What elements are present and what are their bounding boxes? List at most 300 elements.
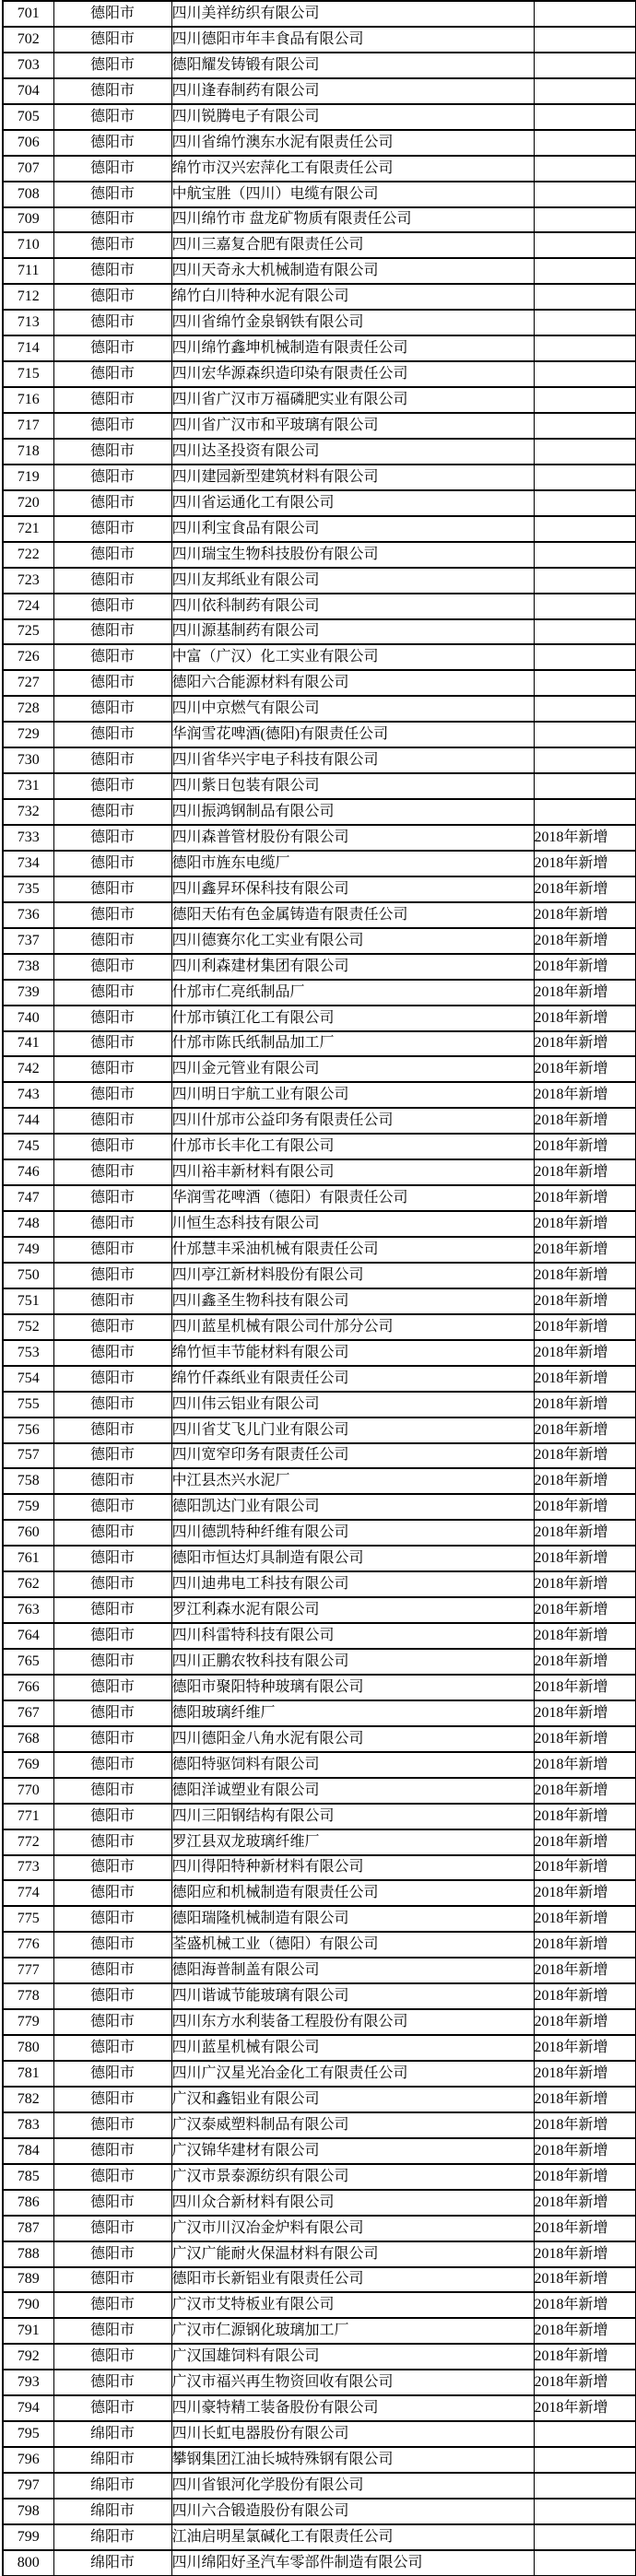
note-cell: 2018年新增 — [534, 1958, 636, 1983]
company-name-cell: 四川鑫圣生物科技有限公司 — [171, 1288, 534, 1314]
row-number-cell: 740 — [3, 1006, 53, 1031]
city-cell: 德阳市 — [53, 2241, 171, 2267]
city-cell: 德阳市 — [53, 2370, 171, 2395]
note-cell — [534, 182, 636, 207]
city-cell: 德阳市 — [53, 1494, 171, 1520]
note-cell: 2018年新增 — [534, 1417, 636, 1443]
note-cell — [534, 1, 636, 27]
row-number-cell: 702 — [3, 27, 53, 53]
table-row — [3, 2318, 636, 2344]
table-row — [3, 2112, 636, 2138]
city-cell: 德阳市 — [53, 2216, 171, 2241]
company-name-cell: 四川三阳钢结构有限公司 — [171, 1804, 534, 1829]
note-cell: 2018年新增 — [534, 1288, 636, 1314]
note-cell — [534, 2550, 636, 2576]
company-name-cell: 四川省绵竹金泉钢铁有限公司 — [171, 310, 534, 335]
note-cell — [534, 335, 636, 361]
table-row — [3, 2447, 636, 2473]
table-row — [3, 1211, 636, 1237]
company-name-cell: 四川达圣投资有限公司 — [171, 439, 534, 465]
company-name-cell: 四川德阳金八角水泥有限公司 — [171, 1726, 534, 1752]
row-number-cell: 746 — [3, 1159, 53, 1185]
company-name-cell: 广汉广能耐火保温材料有限公司 — [171, 2241, 534, 2267]
table-row — [3, 1056, 636, 1082]
table-row — [3, 722, 636, 747]
company-name-cell: 四川广汉星光冶金化工有限责任公司 — [171, 2061, 534, 2087]
row-number-cell: 772 — [3, 1829, 53, 1855]
company-name-cell: 四川东方水利装备工程股份有限公司 — [171, 2009, 534, 2035]
table-row — [3, 1, 636, 27]
row-number-cell: 798 — [3, 2499, 53, 2524]
city-cell: 德阳市 — [53, 130, 171, 156]
company-name-cell: 广汉泰威塑料制品有限公司 — [171, 2112, 534, 2138]
company-name-cell: 四川迪弗电工科技有限公司 — [171, 1571, 534, 1597]
city-cell: 德阳市 — [53, 104, 171, 130]
note-cell: 2018年新增 — [534, 1778, 636, 1804]
city-cell: 德阳市 — [53, 1237, 171, 1263]
city-cell: 德阳市 — [53, 2112, 171, 2138]
row-number-cell: 765 — [3, 1649, 53, 1675]
city-cell: 德阳市 — [53, 1520, 171, 1546]
city-cell: 德阳市 — [53, 568, 171, 594]
note-cell: 2018年新增 — [534, 1983, 636, 2009]
table-row — [3, 1932, 636, 1958]
company-name-cell: 绵竹白川特种水泥有限公司 — [171, 284, 534, 310]
table-row — [3, 1804, 636, 1829]
table-row — [3, 439, 636, 465]
row-number-cell: 799 — [3, 2524, 53, 2550]
note-cell: 2018年新增 — [534, 1366, 636, 1392]
company-name-cell: 四川省艾飞儿门业有限公司 — [171, 1417, 534, 1443]
table-row — [3, 1185, 636, 1211]
row-number-cell: 711 — [3, 258, 53, 284]
row-number-cell: 790 — [3, 2292, 53, 2318]
city-cell: 德阳市 — [53, 2087, 171, 2112]
note-cell: 2018年新增 — [534, 2087, 636, 2112]
row-number-cell: 725 — [3, 619, 53, 645]
company-name-cell: 四川蓝星机械有限公司 — [171, 2035, 534, 2061]
table-row — [3, 1649, 636, 1675]
city-cell: 德阳市 — [53, 2267, 171, 2293]
company-name-cell: 四川美祥纺织有限公司 — [171, 1, 534, 27]
company-name-cell: 罗江利森水泥有限公司 — [171, 1597, 534, 1623]
note-cell: 2018年新增 — [534, 1804, 636, 1829]
row-number-cell: 728 — [3, 696, 53, 722]
table-body — [3, 1, 636, 2576]
company-name-cell: 德阳应和机械制造有限责任公司 — [171, 1880, 534, 1906]
note-cell: 2018年新增 — [534, 876, 636, 902]
note-cell — [534, 2447, 636, 2473]
note-cell: 2018年新增 — [534, 1546, 636, 1571]
company-name-cell: 华润雪花啤酒(德阳)有限责任公司 — [171, 722, 534, 747]
city-cell: 德阳市 — [53, 387, 171, 413]
company-name-cell: 绵竹仟森纸业有限责任公司 — [171, 1366, 534, 1392]
table-row — [3, 2035, 636, 2061]
note-cell: 2018年新增 — [534, 1031, 636, 1057]
note-cell: 2018年新增 — [534, 1649, 636, 1675]
table-row — [3, 1392, 636, 1417]
table-row — [3, 1159, 636, 1185]
company-name-cell: 四川利宝食品有限公司 — [171, 516, 534, 542]
note-cell — [534, 747, 636, 773]
note-cell — [534, 490, 636, 516]
city-cell: 德阳市 — [53, 2318, 171, 2344]
city-cell: 德阳市 — [53, 2395, 171, 2421]
row-number-cell: 784 — [3, 2138, 53, 2164]
company-name-cell: 四川六合锻造股份有限公司 — [171, 2499, 534, 2524]
company-name-cell: 四川鑫昇环保科技有限公司 — [171, 876, 534, 902]
city-cell: 德阳市 — [53, 2009, 171, 2035]
row-number-cell: 793 — [3, 2370, 53, 2395]
table-row — [3, 2061, 636, 2087]
city-cell: 绵阳市 — [53, 2447, 171, 2473]
row-number-cell: 747 — [3, 1185, 53, 1211]
company-name-cell: 四川宽窄印务有限责任公司 — [171, 1443, 534, 1469]
table-row — [3, 1855, 636, 1881]
table-row — [3, 1546, 636, 1571]
table-row — [3, 207, 636, 233]
table-row — [3, 644, 636, 670]
company-name-cell: 德阳市恒达灯具制造有限公司 — [171, 1546, 534, 1571]
note-cell: 2018年新增 — [534, 2164, 636, 2190]
company-name-cell: 广汉市川汉冶金炉料有限公司 — [171, 2216, 534, 2241]
city-cell: 德阳市 — [53, 1700, 171, 1726]
table-row — [3, 825, 636, 851]
note-cell: 2018年新增 — [534, 1108, 636, 1134]
row-number-cell: 731 — [3, 773, 53, 799]
note-cell: 2018年新增 — [534, 2344, 636, 2370]
table-row — [3, 2344, 636, 2370]
note-cell — [534, 27, 636, 53]
city-cell: 德阳市 — [53, 232, 171, 258]
city-cell: 德阳市 — [53, 1752, 171, 1778]
table-row — [3, 1340, 636, 1366]
note-cell — [534, 53, 636, 78]
company-name-cell: 四川得阳特种新材料有限公司 — [171, 1855, 534, 1881]
row-number-cell: 738 — [3, 954, 53, 980]
table-row — [3, 490, 636, 516]
city-cell: 德阳市 — [53, 696, 171, 722]
note-cell: 2018年新增 — [534, 1520, 636, 1546]
table-row — [3, 27, 636, 53]
row-number-cell: 733 — [3, 825, 53, 851]
city-cell: 德阳市 — [53, 1366, 171, 1392]
table-row — [3, 1520, 636, 1546]
row-number-cell: 760 — [3, 1520, 53, 1546]
company-name-cell: 德阳市聚阳特种玻璃有限公司 — [171, 1675, 534, 1700]
company-name-cell: 什邡慧丰采油机械有限责任公司 — [171, 1237, 534, 1263]
row-number-cell: 722 — [3, 542, 53, 568]
table-row — [3, 1829, 636, 1855]
table-row — [3, 53, 636, 78]
row-number-cell: 757 — [3, 1443, 53, 1469]
note-cell — [534, 258, 636, 284]
city-cell: 德阳市 — [53, 902, 171, 928]
note-cell: 2018年新增 — [534, 980, 636, 1006]
table-row — [3, 104, 636, 130]
city-cell: 德阳市 — [53, 310, 171, 335]
note-cell: 2018年新增 — [534, 2292, 636, 2318]
note-cell: 2018年新增 — [534, 954, 636, 980]
table-row — [3, 2499, 636, 2524]
table-row — [3, 1700, 636, 1726]
row-number-cell: 713 — [3, 310, 53, 335]
row-number-cell: 770 — [3, 1778, 53, 1804]
city-cell: 德阳市 — [53, 1958, 171, 1983]
note-cell: 2018年新增 — [534, 1082, 636, 1108]
note-cell: 2018年新增 — [534, 1056, 636, 1082]
note-cell: 2018年新增 — [534, 1855, 636, 1881]
table-row — [3, 1778, 636, 1804]
row-number-cell: 771 — [3, 1804, 53, 1829]
city-cell: 德阳市 — [53, 1443, 171, 1469]
city-cell: 德阳市 — [53, 980, 171, 1006]
note-cell: 2018年新增 — [534, 1932, 636, 1958]
table-row — [3, 1443, 636, 1469]
company-name-cell: 四川长虹电器股份有限公司 — [171, 2421, 534, 2447]
table-row — [3, 619, 636, 645]
note-cell: 2018年新增 — [534, 1700, 636, 1726]
table-row — [3, 1082, 636, 1108]
company-name-cell: 四川逢春制药有限公司 — [171, 78, 534, 104]
city-cell: 德阳市 — [53, 1159, 171, 1185]
row-number-cell: 782 — [3, 2087, 53, 2112]
table-row — [3, 232, 636, 258]
table-row — [3, 773, 636, 799]
city-cell: 德阳市 — [53, 2292, 171, 2318]
city-cell: 德阳市 — [53, 1804, 171, 1829]
row-number-cell: 709 — [3, 207, 53, 233]
row-number-cell: 745 — [3, 1134, 53, 1159]
row-number-cell: 783 — [3, 2112, 53, 2138]
company-name-cell: 四川天奇永大机械制造有限公司 — [171, 258, 534, 284]
city-cell: 德阳市 — [53, 1571, 171, 1597]
table-row — [3, 1288, 636, 1314]
row-number-cell: 705 — [3, 104, 53, 130]
city-cell: 德阳市 — [53, 27, 171, 53]
company-name-cell: 四川省运通化工有限公司 — [171, 490, 534, 516]
row-number-cell: 724 — [3, 594, 53, 619]
city-cell: 德阳市 — [53, 1392, 171, 1417]
city-cell: 德阳市 — [53, 1855, 171, 1881]
row-number-cell: 776 — [3, 1932, 53, 1958]
table-row — [3, 1958, 636, 1983]
note-cell — [534, 722, 636, 747]
company-name-cell: 攀钢集团江油长城特殊钢有限公司 — [171, 2447, 534, 2473]
note-cell — [534, 644, 636, 670]
note-cell: 2018年新增 — [534, 1752, 636, 1778]
city-cell: 德阳市 — [53, 1340, 171, 1366]
row-number-cell: 734 — [3, 851, 53, 876]
row-number-cell: 727 — [3, 670, 53, 696]
company-name-cell: 四川绵竹鑫坤机械制造有限责任公司 — [171, 335, 534, 361]
company-name-cell: 中富（广汉）化工实业有限公司 — [171, 644, 534, 670]
table-row — [3, 78, 636, 104]
company-name-cell: 四川绵阳好圣汽车零部件制造有限公司 — [171, 2550, 534, 2576]
row-number-cell: 712 — [3, 284, 53, 310]
note-cell: 2018年新增 — [534, 1237, 636, 1263]
row-number-cell: 710 — [3, 232, 53, 258]
table-row — [3, 928, 636, 954]
note-cell — [534, 232, 636, 258]
row-number-cell: 769 — [3, 1752, 53, 1778]
note-cell — [534, 619, 636, 645]
company-name-cell: 广汉和鑫铝业有限公司 — [171, 2087, 534, 2112]
row-number-cell: 729 — [3, 722, 53, 747]
note-cell: 2018年新增 — [534, 2318, 636, 2344]
row-number-cell: 743 — [3, 1082, 53, 1108]
row-number-cell: 737 — [3, 928, 53, 954]
row-number-cell: 706 — [3, 130, 53, 156]
note-cell — [534, 284, 636, 310]
row-number-cell: 794 — [3, 2395, 53, 2421]
row-number-cell: 723 — [3, 568, 53, 594]
city-cell: 德阳市 — [53, 2190, 171, 2216]
note-cell — [534, 156, 636, 182]
company-name-cell: 四川三嘉复合肥有限责任公司 — [171, 232, 534, 258]
table-row — [3, 2190, 636, 2216]
table-row — [3, 1468, 636, 1494]
company-name-cell: 四川省华兴宇电子科技有限公司 — [171, 747, 534, 773]
note-cell — [534, 2421, 636, 2447]
row-number-cell: 778 — [3, 1983, 53, 2009]
company-name-cell: 广汉国雄饲料有限公司 — [171, 2344, 534, 2370]
city-cell: 德阳市 — [53, 1675, 171, 1700]
note-cell — [534, 799, 636, 825]
company-name-cell: 德阳瑞隆机械制造有限公司 — [171, 1906, 534, 1932]
company-name-cell: 四川正鹏农牧科技有限公司 — [171, 1649, 534, 1675]
company-name-cell: 德阳耀发铸锻有限公司 — [171, 53, 534, 78]
city-cell: 德阳市 — [53, 2164, 171, 2190]
table-row — [3, 1134, 636, 1159]
city-cell: 德阳市 — [53, 2035, 171, 2061]
table-row — [3, 1880, 636, 1906]
row-number-cell: 751 — [3, 1288, 53, 1314]
city-cell: 德阳市 — [53, 594, 171, 619]
table-row — [3, 1597, 636, 1623]
company-name-cell: 四川瑞宝生物科技股份有限公司 — [171, 542, 534, 568]
table-row — [3, 747, 636, 773]
company-name-cell: 四川源基制药有限公司 — [171, 619, 534, 645]
table-row — [3, 465, 636, 490]
company-name-cell: 什邡市长丰化工有限公司 — [171, 1134, 534, 1159]
note-cell — [534, 773, 636, 799]
company-name-cell: 华润雪花啤酒（德阳）有限责任公司 — [171, 1185, 534, 1211]
table-row — [3, 387, 636, 413]
city-cell: 德阳市 — [53, 1597, 171, 1623]
note-cell: 2018年新增 — [534, 1314, 636, 1340]
note-cell: 2018年新增 — [534, 2061, 636, 2087]
note-cell: 2018年新增 — [534, 1880, 636, 1906]
city-cell: 德阳市 — [53, 361, 171, 387]
city-cell: 德阳市 — [53, 284, 171, 310]
row-number-cell: 716 — [3, 387, 53, 413]
note-cell — [534, 439, 636, 465]
note-cell — [534, 130, 636, 156]
note-cell: 2018年新增 — [534, 2241, 636, 2267]
note-cell — [534, 594, 636, 619]
note-cell: 2018年新增 — [534, 1211, 636, 1237]
table-row — [3, 696, 636, 722]
note-cell: 2018年新增 — [534, 2267, 636, 2293]
company-name-cell: 四川绵竹市 盘龙矿物质有限责任公司 — [171, 207, 534, 233]
note-cell — [534, 104, 636, 130]
row-number-cell: 767 — [3, 1700, 53, 1726]
city-cell: 德阳市 — [53, 1546, 171, 1571]
row-number-cell: 791 — [3, 2318, 53, 2344]
note-cell: 2018年新增 — [534, 1006, 636, 1031]
table-row — [3, 1726, 636, 1752]
table-row — [3, 2164, 636, 2190]
row-number-cell: 773 — [3, 1855, 53, 1881]
city-cell: 德阳市 — [53, 156, 171, 182]
note-cell — [534, 568, 636, 594]
company-name-cell: 广汉市艾特板业有限公司 — [171, 2292, 534, 2318]
table-row — [3, 130, 636, 156]
table-row — [3, 258, 636, 284]
row-number-cell: 758 — [3, 1468, 53, 1494]
table-row — [3, 1494, 636, 1520]
table-row — [3, 2421, 636, 2447]
note-cell: 2018年新增 — [534, 2190, 636, 2216]
city-cell: 德阳市 — [53, 1263, 171, 1288]
table-row — [3, 1417, 636, 1443]
city-cell: 德阳市 — [53, 542, 171, 568]
row-number-cell: 768 — [3, 1726, 53, 1752]
company-name-cell: 绵竹恒丰节能材料有限公司 — [171, 1340, 534, 1366]
company-name-cell: 什邡市仁亮纸制品厂 — [171, 980, 534, 1006]
company-name-cell: 德阳市长新铝业有限责任公司 — [171, 2267, 534, 2293]
row-number-cell: 785 — [3, 2164, 53, 2190]
company-name-cell: 荃盛机械工业（德阳）有限公司 — [171, 1932, 534, 1958]
company-name-cell: 江油启明星氯碱化工有限责任公司 — [171, 2524, 534, 2550]
row-number-cell: 775 — [3, 1906, 53, 1932]
table-row — [3, 1571, 636, 1597]
city-cell: 德阳市 — [53, 1829, 171, 1855]
city-cell: 德阳市 — [53, 1649, 171, 1675]
city-cell: 德阳市 — [53, 773, 171, 799]
table-row — [3, 2087, 636, 2112]
row-number-cell: 774 — [3, 1880, 53, 1906]
row-number-cell: 788 — [3, 2241, 53, 2267]
city-cell: 德阳市 — [53, 825, 171, 851]
row-number-cell: 763 — [3, 1597, 53, 1623]
row-number-cell: 777 — [3, 1958, 53, 1983]
city-cell: 德阳市 — [53, 2138, 171, 2164]
table-row — [3, 2370, 636, 2395]
city-cell: 德阳市 — [53, 1056, 171, 1082]
note-cell: 2018年新增 — [534, 1829, 636, 1855]
city-cell: 德阳市 — [53, 1880, 171, 1906]
company-name-cell: 罗江县双龙玻璃纤维厂 — [171, 1829, 534, 1855]
company-name-cell: 四川德凯特种纤维有限公司 — [171, 1520, 534, 1546]
row-number-cell: 779 — [3, 2009, 53, 2035]
table-row — [3, 2550, 636, 2576]
row-number-cell: 786 — [3, 2190, 53, 2216]
row-number-cell: 795 — [3, 2421, 53, 2447]
city-cell: 德阳市 — [53, 876, 171, 902]
row-number-cell: 762 — [3, 1571, 53, 1597]
table-row — [3, 182, 636, 207]
company-name-cell: 四川省广汉市万福磷肥实业有限公司 — [171, 387, 534, 413]
row-number-cell: 789 — [3, 2267, 53, 2293]
table-row — [3, 2292, 636, 2318]
row-number-cell: 755 — [3, 1392, 53, 1417]
note-cell: 2018年新增 — [534, 1726, 636, 1752]
city-cell: 德阳市 — [53, 928, 171, 954]
row-number-cell: 717 — [3, 413, 53, 439]
city-cell: 德阳市 — [53, 1778, 171, 1804]
